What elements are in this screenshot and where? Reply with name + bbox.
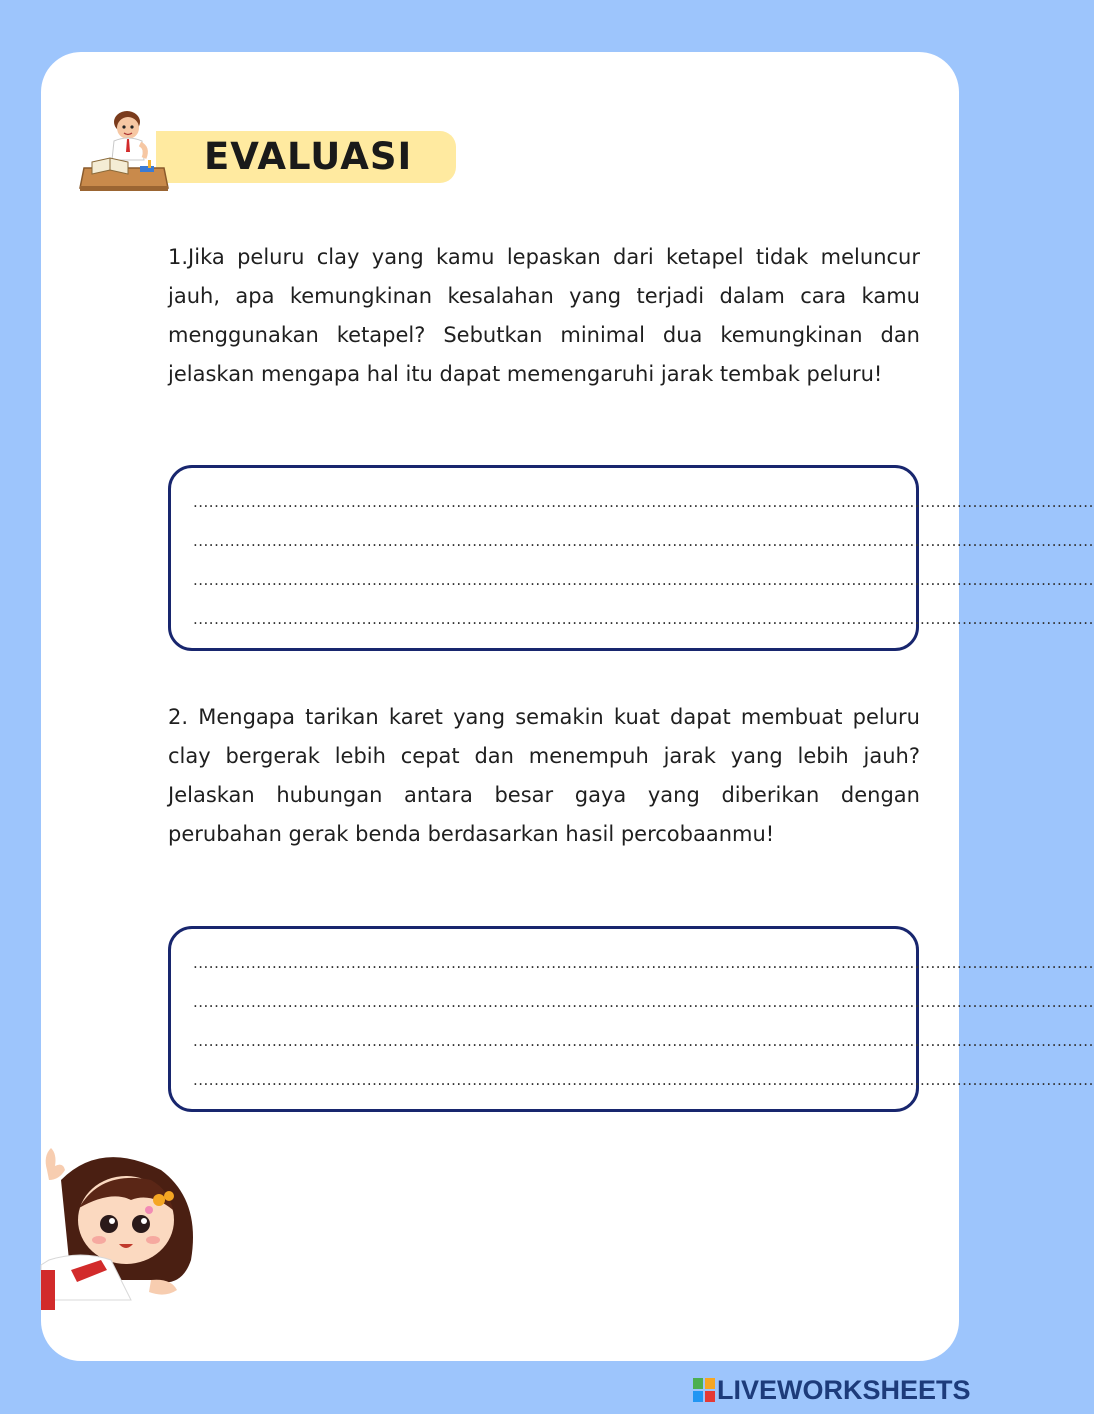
answer-line: ........................................................................................................................................................................... (193, 571, 1094, 589)
question-1-text: 1.Jika peluru clay yang kamu lepaskan dari ketapel tidak meluncur jauh, apa kemungkinan kesalahan yang terjadi dalam cara kamu menggunakan ketapel? Sebutkan minimal dua kemungkinan dan jelaskan mengapa hal itu dapat memengaruhi jarak tembak peluru! (168, 245, 920, 386)
answer-line: ........................................................................................................................................................................... (193, 493, 1094, 511)
answer-box-2[interactable] (168, 926, 1094, 1112)
page-title: EVALUASI (204, 135, 413, 178)
liveworksheets-logo (693, 1375, 971, 1405)
girl-waving-illustration (41, 1140, 201, 1310)
answer-line: ........................................................................................................................................................................... (193, 954, 1094, 972)
logo-text: LIVEWORKSHEETS (717, 1374, 971, 1405)
answer-line: ........................................................................................................................................................................... (193, 1032, 1094, 1050)
answer-line: ........................................................................................................................................................................... (193, 532, 1094, 550)
answer-line: ........................................................................................................................................................................... (193, 610, 1094, 628)
answer-line: ........................................................................................................................................................................... (193, 1071, 1094, 1089)
liveworksheets-logo-icon (693, 1378, 715, 1402)
answer-line: ........................................................................................................................................................................... (193, 993, 1094, 1011)
question-2-text: 2. Mengapa tarikan karet yang semakin kuat dapat membuat peluru clay bergerak lebih cepat dan menempuh jarak yang lebih jauh? Jelaskan hubungan antara besar gaya yang diberikan dengan perubahan gerak benda berdasarkan hasil percobaanmu! (168, 705, 920, 846)
answer-box-1[interactable] (168, 465, 1094, 651)
student-at-desk-illustration (78, 108, 170, 194)
